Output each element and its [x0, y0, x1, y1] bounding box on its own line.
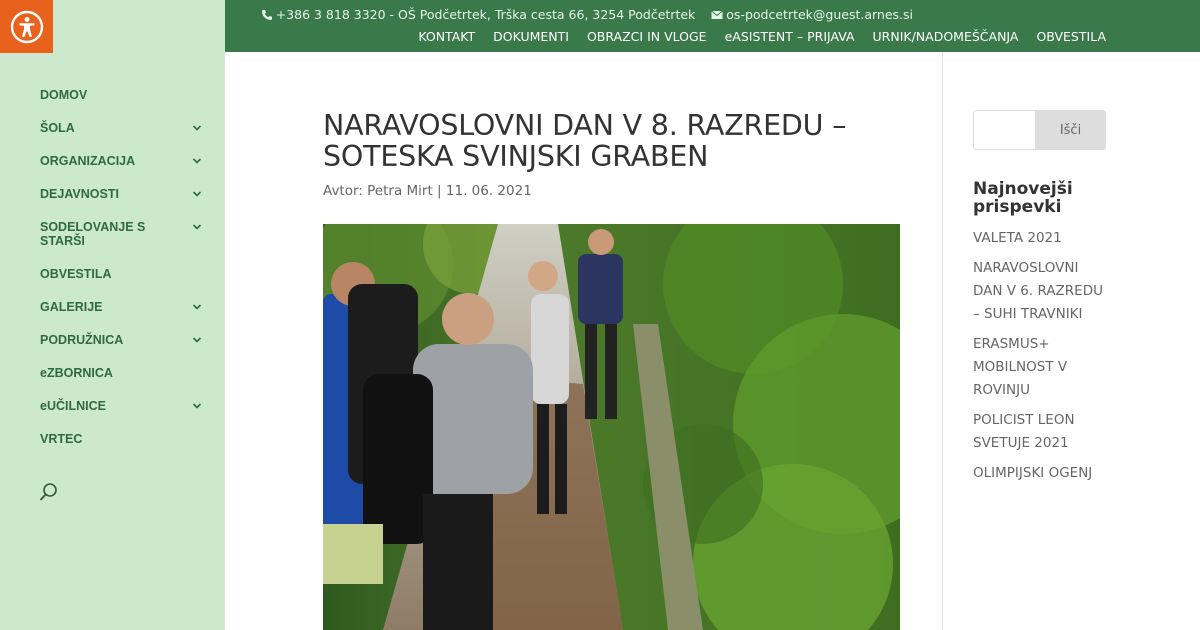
topnav-link[interactable]: URNIK/NADOMEŠČANJA	[872, 29, 1019, 44]
post-date: 11. 06. 2021	[445, 183, 532, 199]
chevron-down-icon[interactable]	[190, 121, 204, 135]
phone-text: +386 3 818 3320 - OŠ Podčetrtek, Trška cesta 66, 3254 Podčetrtek	[275, 7, 696, 22]
sidebar-item-label: GALERIJE	[40, 300, 103, 314]
email-text[interactable]: os-podcetrtek@guest.arnes.si	[726, 7, 913, 22]
sidebar-item-label: eZBORNICA	[40, 366, 113, 380]
email-info[interactable]	[711, 7, 913, 22]
sidebar-item-label: ŠOLA	[40, 121, 75, 135]
recent-post-link[interactable]: VALETA 2021	[973, 230, 1062, 246]
chevron-down-icon[interactable]	[190, 300, 204, 314]
sidebar-item-label: SODELOVANJE S STARŠI	[40, 220, 146, 248]
featured-photo	[323, 224, 900, 630]
sidebar-item[interactable]	[40, 432, 210, 446]
recent-post-link[interactable]: POLICIST LEON SVETUJE 2021	[973, 412, 1075, 451]
chevron-down-icon[interactable]	[190, 399, 204, 413]
post-title: NARAVOSLOVNI DAN V 8. RAZREDU – SOTESKA SVINJSKI GRABEN	[323, 109, 847, 173]
chevron-down-icon[interactable]	[190, 187, 204, 201]
sidebar-item[interactable]	[40, 399, 210, 413]
sidebar-item-label: OBVESTILA	[40, 267, 112, 281]
search-icon[interactable]	[39, 482, 59, 502]
sidebar-item[interactable]	[40, 300, 210, 314]
recent-post-link[interactable]: ERASMUS+ MOBILNOST V ROVINJU	[973, 336, 1068, 398]
author-link[interactable]: Petra Mirt	[367, 183, 433, 199]
content-divider	[942, 52, 943, 630]
sidebar-item[interactable]	[40, 187, 210, 201]
sidebar-item-label: ORGANIZACIJA	[40, 154, 136, 168]
widget-search	[973, 110, 1106, 150]
topnav-link[interactable]: DOKUMENTI	[493, 29, 569, 44]
phone-info	[261, 7, 696, 22]
recent-post-link[interactable]: OLIMPIJSKI OGENJ	[973, 465, 1093, 481]
featured-image	[323, 224, 900, 630]
top-bar	[225, 0, 1200, 52]
sidebar-item[interactable]	[40, 88, 210, 102]
phone-icon	[261, 9, 273, 21]
left-sidebar	[0, 0, 225, 630]
sidebar-item-label: VRTEC	[40, 432, 83, 446]
sidebar-item[interactable]	[40, 333, 210, 347]
sidebar-item[interactable]	[40, 220, 210, 248]
search-button[interactable]: Išči	[1035, 110, 1106, 150]
recent-post-link[interactable]: NARAVOSLOVNI DAN V 6. RAZREDU – SUHI TRAVNIKI	[973, 260, 1103, 322]
topnav-link[interactable]: OBRAZCI IN VLOGE	[586, 29, 707, 44]
topnav-link[interactable]: eASISTENT – PRIJAVA	[724, 29, 855, 44]
sidebar-item-label: PODRUŽNICA	[40, 333, 124, 347]
accessibility-button[interactable]	[0, 0, 53, 53]
sidebar-item[interactable]	[40, 267, 210, 281]
topnav-link[interactable]: KONTAKT	[418, 29, 476, 44]
recent-posts-list	[973, 227, 1108, 492]
sidebar-item[interactable]	[40, 121, 210, 135]
topnav-link[interactable]: OBVESTILA	[1036, 29, 1106, 44]
chevron-down-icon[interactable]	[190, 154, 204, 168]
meta-separator: |	[432, 183, 446, 199]
sidebar-item[interactable]	[40, 366, 210, 380]
sidebar-item-label: DOMOV	[40, 88, 88, 102]
recent-posts-title: Najnovejši prispevki	[973, 179, 1073, 217]
secondary-navigation	[418, 29, 1106, 44]
envelope-icon	[711, 9, 723, 21]
sidebar-item-label: DEJAVNOSTI	[40, 187, 119, 201]
accessibility-icon	[10, 10, 44, 44]
meta-prefix: Avtor:	[323, 183, 368, 199]
chevron-down-icon[interactable]	[190, 333, 204, 347]
chevron-down-icon[interactable]	[190, 220, 204, 234]
contact-info	[261, 7, 913, 22]
search-input[interactable]	[973, 110, 1035, 150]
sidebar-item[interactable]	[40, 154, 210, 168]
sidebar-item-label: eUČILNICE	[40, 399, 106, 413]
post-meta	[323, 183, 532, 199]
